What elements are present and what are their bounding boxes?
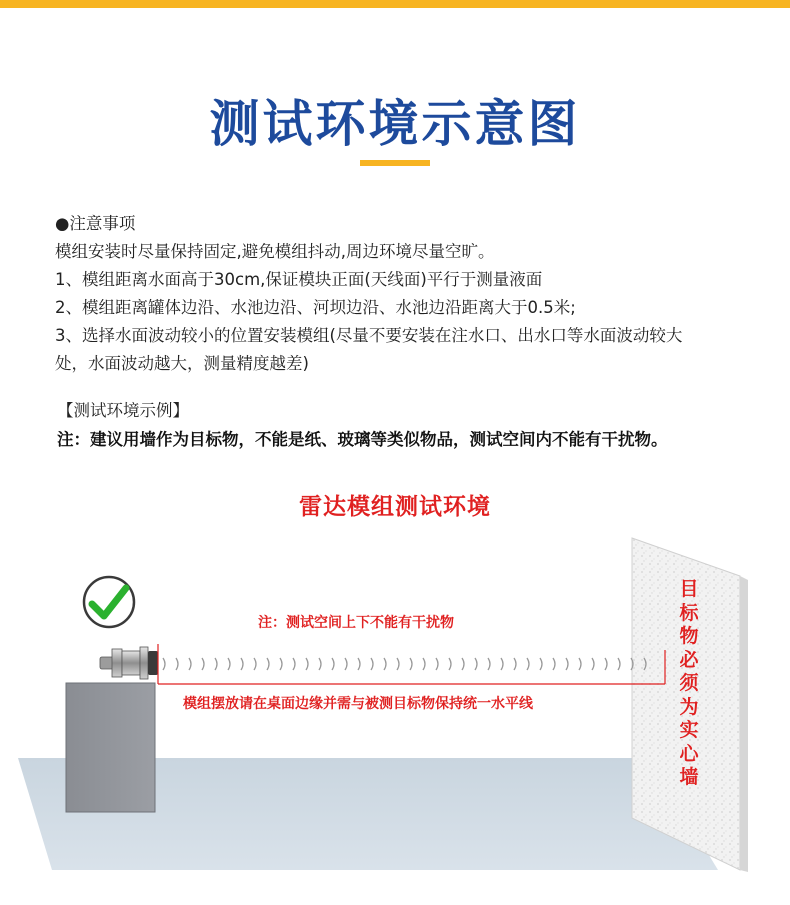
scene-title: 雷达模组测试环境 xyxy=(299,494,491,520)
example-note: 注：建议用墙作为目标物，不能是纸、玻璃等类似物品，测试空间内不能有干扰物。 xyxy=(57,430,668,449)
scene-bottom-note: 模组摆放请在桌面边缘并需与被测目标物保持统一水平线 xyxy=(183,696,533,712)
check-icon xyxy=(84,577,134,627)
notes-item-1: 1、模组距离水面高于30cm,保证模块正面(天线面)平行于测量液面 xyxy=(55,270,543,289)
scene-drawing xyxy=(0,530,790,905)
title-underline xyxy=(360,160,430,166)
notes-item-2: 2、模组距离罐体边沿、水池边沿、河坝边沿、水池边沿距离大于0.5米; xyxy=(55,298,576,317)
notes-item-3: 3、选择水面波动较小的位置安装模组(尽量不要安装在注水口、出水口等水面波动较大 xyxy=(55,326,683,345)
scene-top-note: 注：测试空间上下不能有干扰物 xyxy=(258,615,454,631)
notes-intro: 模组安装时尽量保持固定,避免模组抖动,周边环境尽量空旷。 xyxy=(55,242,495,261)
top-accent-bar xyxy=(0,0,790,8)
radar-waves xyxy=(163,658,646,670)
page-title: 测试环境示意图 xyxy=(209,95,581,153)
wall-label: 目标物必须为实心墙 xyxy=(679,578,699,788)
notes-section xyxy=(55,210,755,378)
radar-sensor-icon xyxy=(100,647,158,679)
test-scene-illustration xyxy=(0,530,790,905)
notes-heading: ●注意事项 xyxy=(55,214,136,233)
wall-side xyxy=(740,576,748,872)
notes-item-3-cont: 处，水面波动越大，测量精度越差) xyxy=(55,354,309,373)
example-heading: 【测试环境示例】 xyxy=(57,401,189,420)
table-box xyxy=(66,683,155,812)
